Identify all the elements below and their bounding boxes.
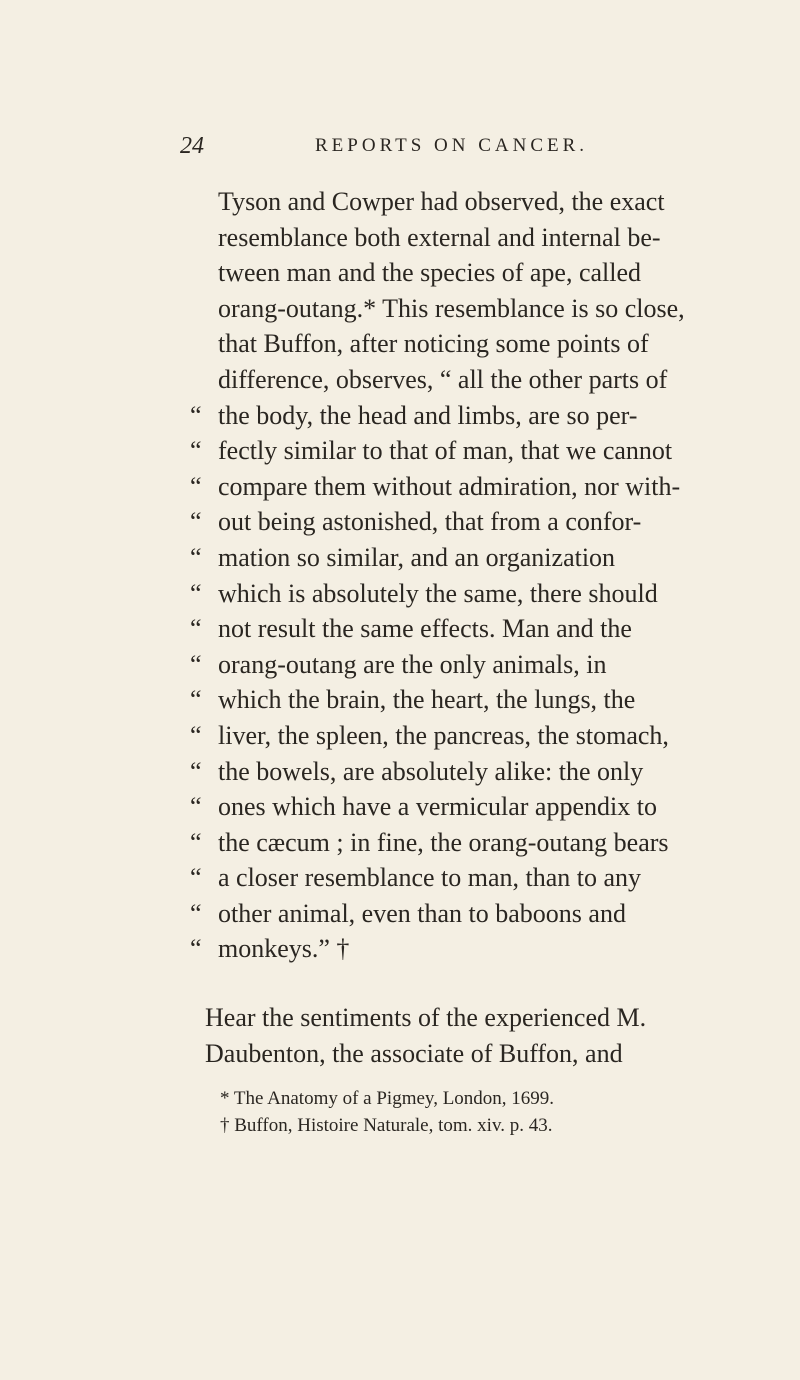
text-line — [190, 540, 750, 576]
text-line — [190, 896, 750, 932]
line-text: the cæcum ; in fine, the orang-outang bears — [218, 827, 669, 857]
text-line — [190, 362, 750, 398]
text-line — [190, 504, 750, 540]
line-text: the body, the head and limbs, are so per- — [218, 400, 638, 430]
line-text: other animal, even than to baboons and — [218, 898, 626, 928]
paragraph-1 — [190, 184, 750, 967]
text-line — [190, 433, 750, 469]
text-line — [190, 398, 750, 434]
text-line — [190, 255, 750, 291]
line-text: a closer resemblance to man, than to any — [218, 863, 642, 893]
footnote: † Buffon, Histoire Naturale, tom. xiv. p. 43. — [220, 1115, 553, 1136]
text-line — [190, 718, 750, 754]
quote-mark: “ — [190, 507, 202, 537]
line-text: out being astonished, that from a confor- — [218, 507, 642, 537]
text-line — [190, 184, 750, 220]
text-line — [190, 682, 750, 718]
quote-mark: “ — [190, 578, 202, 608]
footnotes — [220, 1085, 760, 1139]
line-text: which is absolutely the same, there should — [218, 578, 658, 608]
text-line — [190, 825, 750, 861]
text-line — [190, 576, 750, 612]
line-text: orang-outang are the only animals, in — [218, 649, 607, 679]
line-text: resemblance both external and internal be- — [218, 222, 661, 252]
line-text: the bowels, are absolutely alike: the only — [218, 756, 644, 786]
quote-mark: “ — [190, 756, 202, 786]
running-head: REPORTS ON CANCER. — [315, 135, 589, 156]
text-line — [190, 611, 750, 647]
line-text: liver, the spleen, the pancreas, the stomach, — [218, 720, 669, 750]
quote-mark: “ — [190, 934, 202, 964]
text-line — [190, 754, 750, 790]
quote-mark: “ — [190, 471, 202, 501]
quote-mark: “ — [190, 792, 202, 822]
line-text: not result the same effects. Man and the — [218, 614, 632, 644]
quote-mark: “ — [190, 685, 202, 715]
quote-mark: “ — [190, 614, 202, 644]
page-number: 24 — [180, 133, 204, 159]
text-line — [190, 647, 750, 683]
line-text: that Buffon, after noticing some points of — [218, 329, 649, 359]
quote-mark: “ — [190, 542, 202, 572]
line-text: difference, observes, “ all the other parts of — [218, 364, 668, 394]
line-text: monkeys.” † — [218, 934, 350, 964]
text-line — [190, 469, 750, 505]
quote-mark: “ — [190, 649, 202, 679]
quote-mark: “ — [190, 827, 202, 857]
line-text: ones which have a vermicular appendix to — [218, 792, 657, 822]
line-text: orang-outang.* This resemblance is so close, — [218, 293, 685, 323]
quote-mark: “ — [190, 898, 202, 928]
quote-mark: “ — [190, 863, 202, 893]
text-line — [190, 220, 750, 256]
text-line — [190, 789, 750, 825]
line-text: tween man and the species of ape, called — [218, 258, 642, 288]
quote-mark: “ — [190, 436, 202, 466]
text-line: Hear the sentiments of the experienced M. — [205, 1003, 647, 1032]
page-header — [180, 133, 740, 167]
text-line — [190, 931, 750, 967]
text-line — [190, 291, 750, 327]
footnote: * The Anatomy of a Pigmey, London, 1699. — [220, 1088, 555, 1109]
line-text: mation so similar, and an organization — [218, 542, 616, 572]
line-text: Tyson and Cowper had observed, the exact — [218, 187, 665, 216]
text-line — [190, 326, 750, 362]
quote-mark: “ — [190, 400, 202, 430]
paragraph-2 — [205, 1000, 765, 1071]
line-text: fectly similar to that of man, that we cannot — [218, 436, 673, 466]
text-line — [190, 860, 750, 896]
text-line: Daubenton, the associate of Buffon, and — [205, 1038, 623, 1068]
quote-mark: “ — [190, 720, 202, 750]
line-text: which the brain, the heart, the lungs, the — [218, 685, 636, 715]
line-text: compare them without admiration, nor with- — [218, 471, 681, 501]
